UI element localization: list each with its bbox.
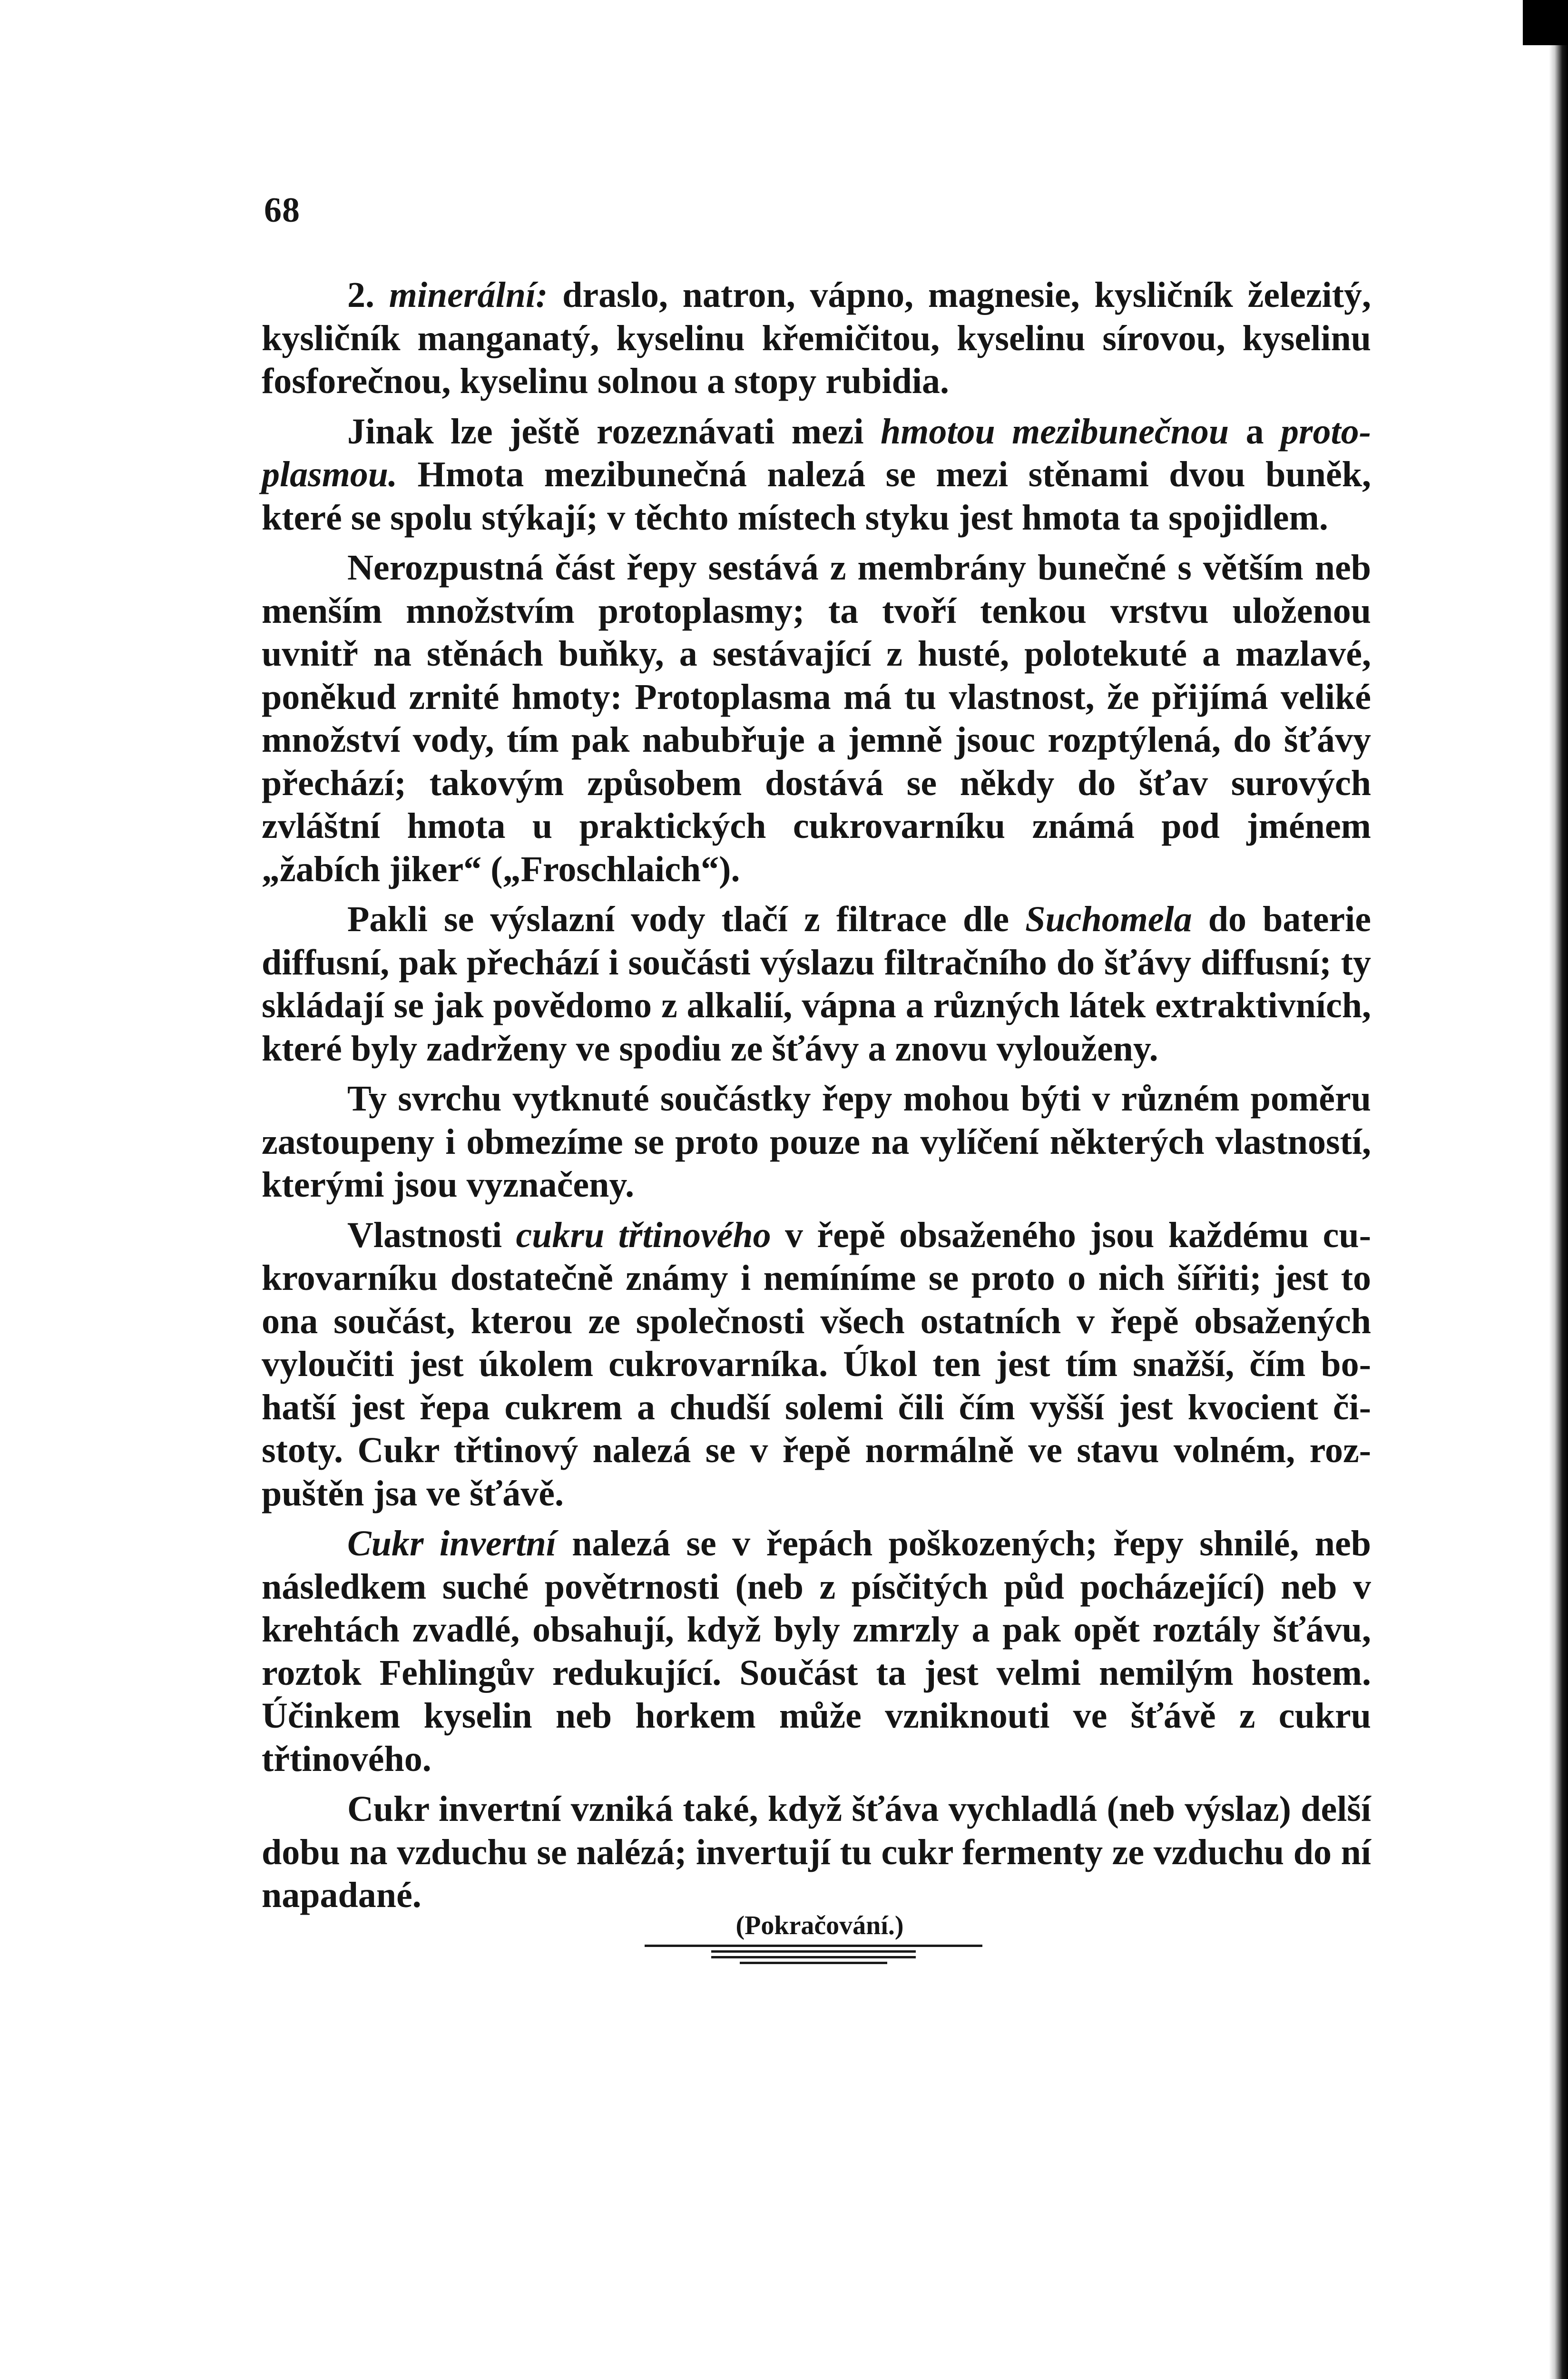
emphasized-term: Cukr invertní [347, 1524, 556, 1563]
paragraph-text: Vlastnosti [347, 1215, 516, 1255]
paragraph [262, 1788, 1371, 1917]
emphasized-term: hmotou mezibunečnou [880, 411, 1229, 452]
paragraph [262, 898, 1371, 1070]
paragraph-text: nalezá se v řepách poškozených; řepy shnilé, neb následkem suché povětrnosti (neb z písčitých půd pocházející) neb v krehtách zvadlé, obsahují, když byly zmrzly a pak opět roztály šťávu, roztok Fehlingův redukující. Součást ta jest velmi nemilým hostem. Účinkem kyselin neb horkem může vzniknouti ve šťávě z cukru třtinového. [262, 1524, 1371, 1779]
paragraph [262, 274, 1371, 403]
scan-page-edge [1549, 0, 1568, 2379]
paragraph-text: Pakli se výslazní vody tlačí z filtrace dle [347, 899, 1026, 939]
paragraph-text: Cukr invertní vzniká také, když šťáva vychladlá (neb výslaz) delší dobu na vzduchu se nalézá; invertují tu cukr fermenty ze vzduchu do ní napadané. [262, 1789, 1371, 1915]
continued-note: (Pokračování.) [735, 1911, 904, 1940]
paragraph-text: 2. [347, 275, 389, 315]
scan-corner-shadow [1523, 0, 1568, 45]
emphasized-term: protoplasmou. [262, 411, 1371, 494]
paragraph [262, 1522, 1371, 1780]
body-text [262, 274, 1371, 1924]
paragraph-text: Jinak lze ještě rozeznávati mezi [347, 411, 881, 452]
paragraph [262, 546, 1371, 891]
paragraph-text: Nerozpustná část řepy sestává z membrány bunečné s větším neb menším množstvím protoplasmy; ta tvoří tenkou vrstvu uloženou uvnitř na stěnách buňky, a sestávající z husté, polotekuté a mazlavé, poněkud zrnité hmoty: Protoplasma má tu vlastnost, že přijímá veliké množství vody, tím pak nabubřuje a jemně jsouc rozptýlená, do šťávy přechází; takovým způsobem dostává se někdy do šťav surových zvláštní hmota u praktických cukrovarníku známá pod jménem „žabích jiker“ („Froschlaich“). [262, 548, 1371, 889]
paragraph-text: Ty svrchu vytknuté součástky řepy mohou býti v různém poměru zastoupeny i obmezíme se proto pouze na vylíčení některých vlastností, kterými jsou vyznačeny. [262, 1079, 1371, 1205]
end-ornament-rule [645, 1939, 982, 1967]
paragraph-text: do baterie diffusní, pak přechází i součásti výslazu filtračního do šťávy diffusní; ty skládají se jak povědomo z alkalií, vápna a různých látek extraktivních, které byly zadrženy ve spodiu ze šťávy a znovu vylouženy. [262, 899, 1372, 1069]
paragraph-text: Hmota mezibunečná nalezá se mezi stěnami dvou buněk, které se spolu stýkají; v těchto místech styku jest hmota ta spojidlem. [262, 454, 1371, 538]
emphasized-term: Suchomela [1025, 899, 1192, 939]
paragraph-text: v řepě obsaženého jsou každému cukrovarníku dostatečně známy i nemíníme se proto o nich šířiti; jest to ona součást, kterou ze společnosti všech ostatních v řepě obsažených vyloučiti jest úkolem cukrovarníka. Úkol ten jest tím snažší, čím bohatší jest řepa cukrem a chudší solemi čili čím vyšší jest kvocient čistoty. Cukr třtinový nalezá se v řepě normálně ve stavu volném, rozpuštěn jsa ve šťávě. [262, 1215, 1371, 1514]
paragraph [262, 410, 1371, 540]
paragraph [262, 1214, 1371, 1515]
paragraph-text: draslo, natron, vápno, magnesie, kysličník železitý, kysličník manganatý, kyselinu křemičitou, kyselinu sírovou, kyselinu fosforečnou, kyselinu solnou a stopy rubidia. [262, 275, 1372, 401]
emphasized-term: minerální: [389, 275, 548, 315]
paragraph-text: a [1229, 411, 1281, 452]
emphasized-term: cukru třtinového [516, 1215, 771, 1255]
page-number: 68 [264, 191, 300, 230]
paragraph [262, 1077, 1371, 1207]
